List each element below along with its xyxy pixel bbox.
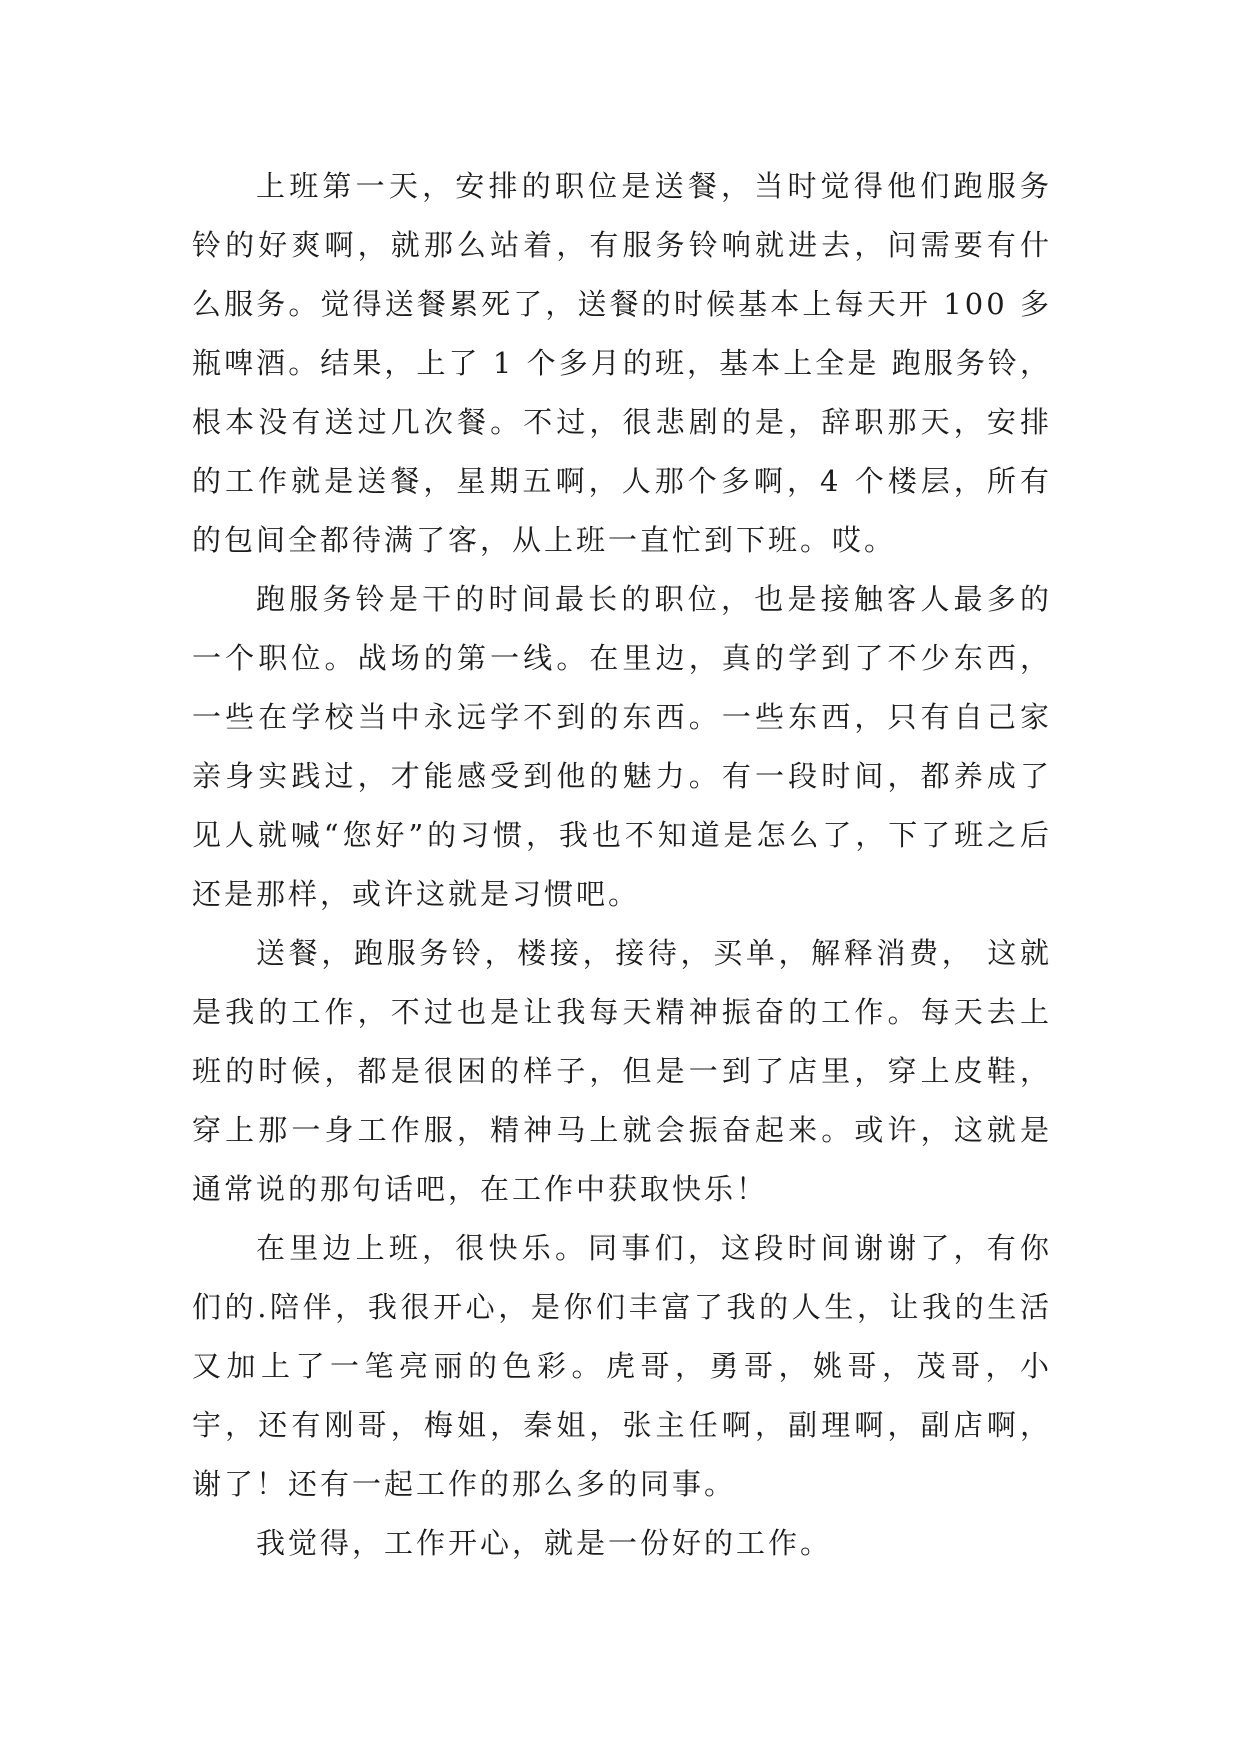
paragraph-4: 在里边上班，很快乐。同事们，这段时间谢谢了，有你们的.陪伴，我很开心，是你们丰富了我的人生，让我的生活又加上了一笔亮丽的色彩。虎哥，勇哥，姚哥，茂哥，小宇，还有刚哥，梅姐，秦姐，张主任啊，副理啊，副店啊，谢了！还有一起工作的那么多的同事。 — [192, 1231, 1052, 1501]
paragraph-3: 送餐，跑服务铃，楼接，接待，买单，解释消费， 这就是我的工作，不过也是让我每天精神振奋的工作。每天去上班的时候，都是很困的样子，但是一到了店里，穿上皮鞋，穿上那一身工作服，精神马上就会振奋起来。或许，这就是通常说的那句话吧，在工作中获取快乐！ — [192, 936, 1052, 1206]
paragraph-1: 上班第一天，安排的职位是送餐，当时觉得他们跑服务铃的好爽啊，就那么站着，有服务铃响就进去，问需要有什么服务。觉得送餐累死了，送餐的时候基本上每天开 100 多瓶啤酒。结果，上了 1 个多月的班，基本上全是 跑服务铃，根本没有送过几次餐。不过，很悲剧的是，辞职那天，安排的工作就是送餐，星期五啊，人那个多啊，4 个楼层，所有的包间全都待满了客，从上班一直忙到下班。哎。 — [192, 169, 1052, 557]
document-body — [192, 157, 1052, 1573]
paragraph-2: 跑服务铃是干的时间最长的职位，也是接触客人最多的一个职位。战场的第一线。在里边，真的学到了不少东西，一些在学校当中永远学不到的东西。一些东西，只有自己家亲身实践过，才能感受到他的魅力。有一段时间，都养成了见人就喊“您好”的习惯，我也不知道是怎么了，下了班之后还是那样，或许这就是习惯吧。 — [192, 582, 1052, 911]
paragraph-5: 我觉得，工作开心，就是一份好的工作。 — [256, 1526, 833, 1560]
